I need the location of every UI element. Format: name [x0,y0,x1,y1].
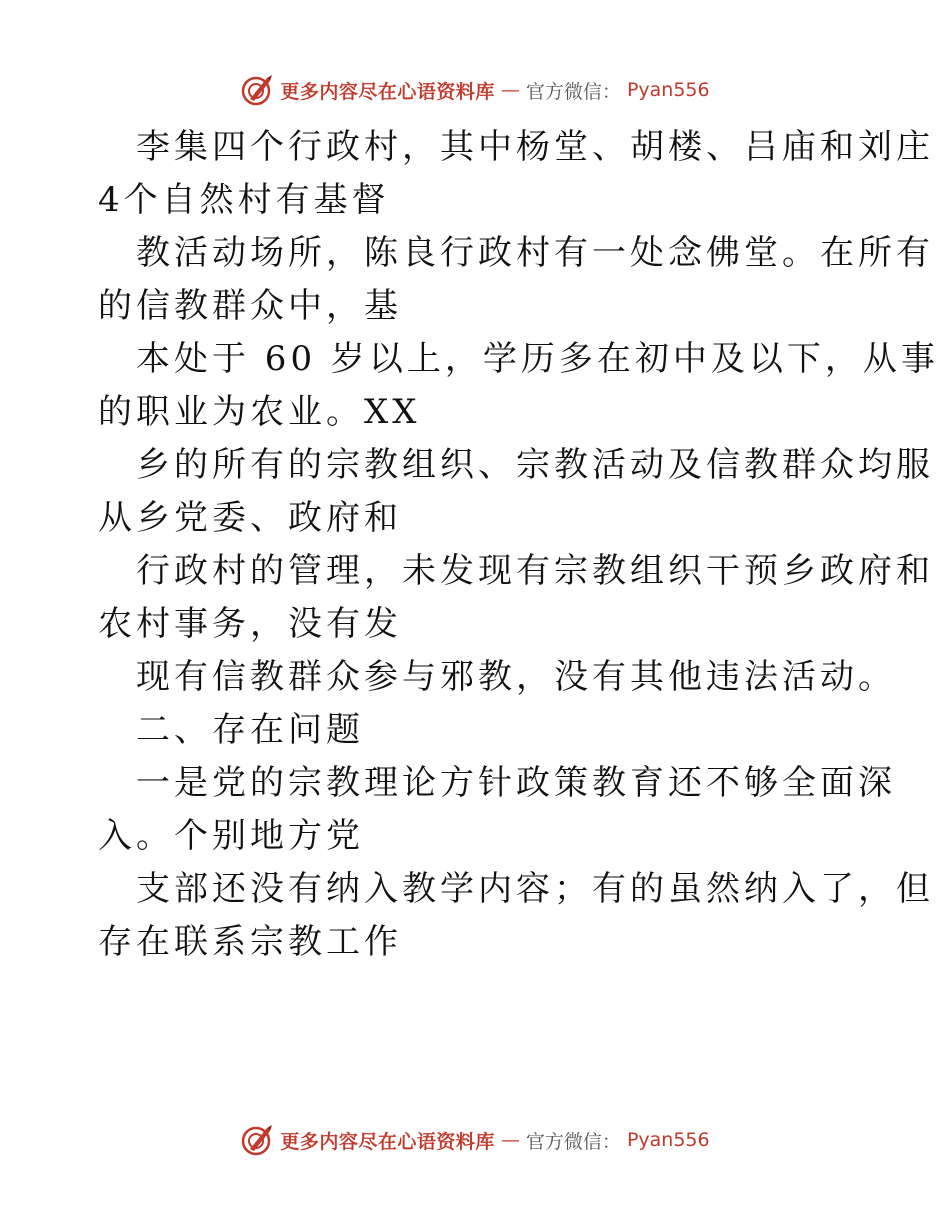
body-line: 从乡党委、政府和 [98,498,402,538]
banner-wechat-id: Pyan556 [626,1129,710,1151]
body-line: 农村事务，没有发 [98,604,402,644]
banner-dash: — [500,1129,520,1151]
banner-official-label: 官方微信： [525,80,621,103]
body-line: 4个自然村有基督 [98,180,390,220]
body-line: 现有信教群众参与邪教，没有其他违法活动。 [136,657,896,697]
section-heading: 二、存在问题 [136,710,364,750]
body-line: 入。个别地方党 [98,816,364,856]
body-line: 的信教群众中，基 [98,286,402,326]
body-line: 存在联系宗教工作 [98,922,402,962]
banner-title: 更多内容尽在心语资料库 [280,80,495,103]
body-line: 一是党的宗教理论方针政策教育还不够全面深 [136,763,896,803]
body-line: 教活动场所，陈良行政村有一处念佛堂。在所有 [136,233,934,273]
banner-wechat-id: Pyan556 [626,79,710,101]
body-line: 乡的所有的宗教组织、宗教活动及信教群众均服 [136,445,934,485]
banner-official-label: 官方微信： [525,1130,621,1153]
banner-title: 更多内容尽在心语资料库 [280,1130,495,1153]
quill-pen-logo-icon [240,1123,274,1157]
document-body [98,121,939,969]
body-line: 支部还没有纳入教学内容；有的虽然纳入了，但 [136,869,934,909]
banner-dash: — [500,79,520,101]
footer-banner [0,1120,950,1160]
header-banner [0,70,950,110]
body-line: 的职业为农业。XX [98,392,421,432]
body-line: 行政村的管理，未发现有宗教组织干预乡政府和 [136,551,934,591]
body-line: 李集四个行政村，其中杨堂、胡楼、吕庙和刘庄 [136,127,934,167]
body-line: 本处于 60 岁以上，学历多在初中及以下，从事 [136,339,939,379]
quill-pen-logo-icon [240,73,274,107]
